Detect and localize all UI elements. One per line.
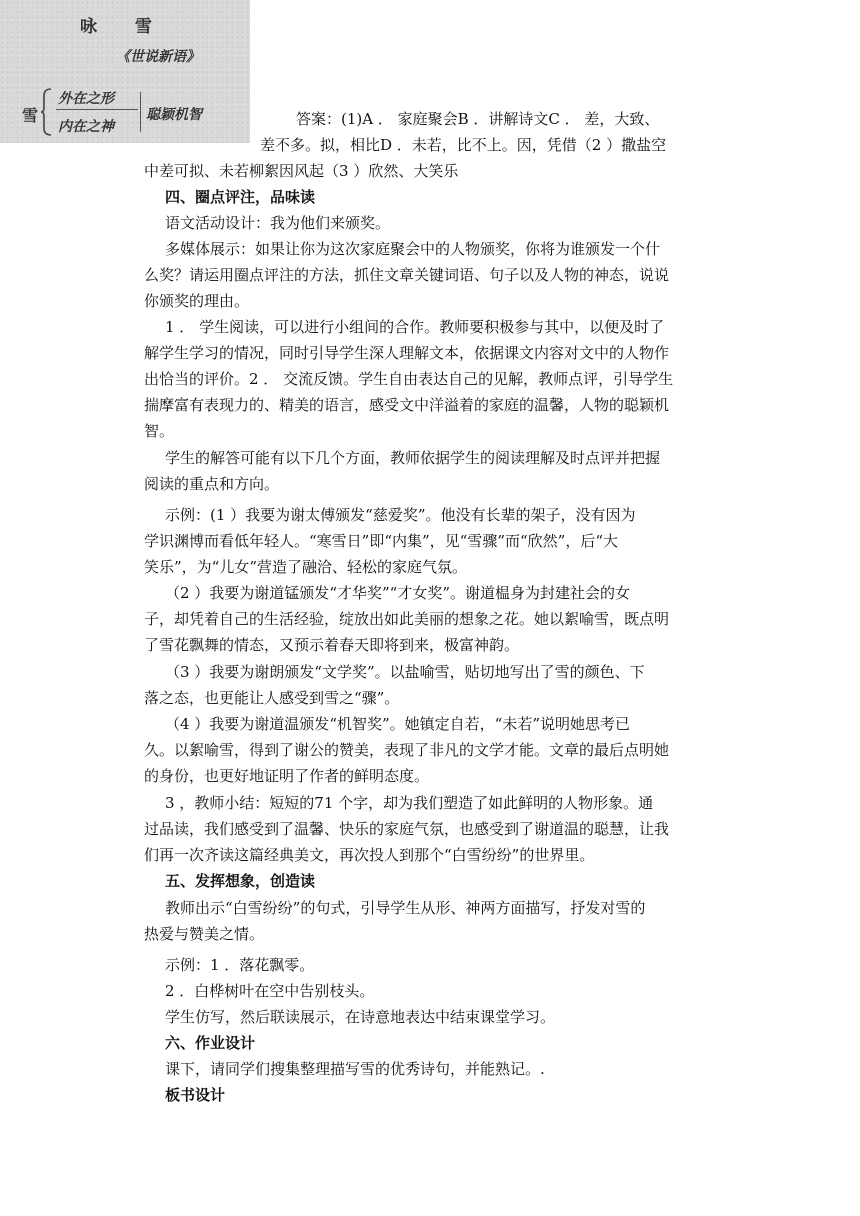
answer-line-1: 答案：(1)A ． 家庭聚会B ．讲解诗文C ． 差，大致、: [296, 110, 660, 128]
board-wisdom: 聪颖机智: [146, 107, 202, 123]
paragraph-line: 3 ，教师小结：短短的71 个字，却为我们塑造了如此鲜明的人物形象。通: [165, 794, 654, 812]
paragraph-line: 解学生学习的情况，同时引导学生深人理解文本，依据课文内容对文中的人物作: [144, 344, 670, 362]
paragraph-line: 落之态，也更能让人感受到雪之“骤”。: [144, 689, 400, 707]
board-inner-spirit: 内在之神: [58, 119, 114, 135]
board-outer-form: 外在之形: [58, 91, 114, 107]
paragraph-line: 语文活动设计：我为他们来颁奖。: [165, 214, 391, 232]
paragraph-line: 智。: [144, 422, 175, 440]
paragraph-line: 揣摩富有表现力的、精美的语言，感受文中洋溢着的家庭的温馨，人物的聪颖机: [144, 396, 670, 414]
brace-icon: [40, 88, 52, 136]
paragraph-line: 学识渊博而看低年轻人。“寒雪日”即“内集”，见“雪骤”而“欣然”，后“大: [144, 532, 619, 550]
paragraph-line: （3 ）我要为谢朗颁发“文学奖”。以盐喻雪，贴切地写出了雪的颜色、下: [165, 663, 645, 681]
paragraph-line: （4 ）我要为谢道温颁发“机智奖”。她镇定自若，“未若”说明她思考已: [165, 715, 630, 733]
board-title: 咏 雪: [80, 17, 168, 37]
board-vertical-divider: [140, 92, 141, 132]
paragraph-line: 么奖？请运用圈点评注的方法，抓住文章关键词语、句子以及人物的神态，说说: [144, 266, 670, 284]
section-heading-5: 五、发挥想象，创造读: [165, 872, 316, 890]
paragraph-line: 热爱与赞美之情。: [144, 925, 265, 943]
paragraph-line: （2 ）我要为谢道锰颁发“才华奖”“才女奖”。谢道榅身为封建社会的女: [165, 584, 630, 602]
paragraph-line: 学生仿写，然后联读展示，在诗意地表达中结束课堂学习。: [165, 1008, 556, 1026]
paragraph-line: 学生的解答可能有以下几个方面，教师依据学生的阅读理解及时点评并把握: [165, 449, 661, 467]
paragraph-line: 的身份，也更好地证明了作者的鲜明态度。: [144, 767, 430, 785]
paragraph-line: 课下，请同学们搜集整理描写雪的优秀诗句，并能熟记。.: [165, 1060, 545, 1078]
answer-line-3: 中差可拟、未若柳絮因风起（3 ）欣然、大笑乐: [144, 162, 459, 180]
paragraph-line: 教师出示“白雪纷纷”的句式，引导学生从形、神两方面描写，抒发对雪的: [165, 899, 646, 917]
paragraph-line: 1 ． 学生阅读，可以进行小组间的合作。教师要积极参与其中，以便及时了: [165, 318, 665, 336]
paragraph-line: 2 ．白桦树叶在空中告别枝头。: [165, 982, 375, 1000]
paragraph-line: 笑乐”，为“儿女”营造了融洽、轻松的家庭气氛。: [144, 558, 468, 576]
paragraph-line: 子，却凭着自己的生活经验，绽放出如此美丽的想象之花。她以絮喻雪，既点明: [144, 610, 670, 628]
board-source: 《世说新语》: [116, 49, 200, 65]
answer-line-2: 差不多。拟，相比D ．未若，比不上。因，凭借（2 ）撒盐空: [260, 136, 667, 154]
paragraph-line: 过品读，我们感受到了温馨、快乐的家庭气氛，也感受到了谢道温的聪慧，让我: [144, 820, 670, 838]
paragraph-line: 们再一次齐读这篇经典美文，再次投人到那个“白雪纷纷”的世界里。: [144, 846, 595, 864]
paragraph-line: 多媒体展示：如果让你为这次家庭聚会中的人物颁奖，你将为谁颁发一个什: [165, 240, 661, 258]
paragraph-line: 出恰当的评价。2 ． 交流反馈。学生自由表达自己的见解，教师点评，引导学生: [144, 370, 674, 388]
paragraph-line: 示例：1 ．落花飘零。: [165, 956, 315, 974]
section-heading-4: 四、圈点评注，品味读: [165, 188, 316, 206]
board-divider: [56, 109, 138, 110]
board-snow-label: 雪: [22, 106, 39, 125]
paragraph-line: 你颁奖的理由。: [144, 292, 250, 310]
paragraph-line: 久。以絮喻雪，得到了谢公的赞美，表现了非凡的文学才能。文章的最后点明她: [144, 741, 670, 759]
paragraph-line: 了雪花飘舞的情态，又预示着春天即将到来，极富神韵。: [144, 636, 520, 654]
blackboard-design-image: [0, 0, 250, 143]
section-heading-6: 六、作业设计: [165, 1034, 256, 1052]
paragraph-line: 阅读的重点和方向。: [144, 475, 280, 493]
paragraph-line: 示例：(1 ）我要为谢太傅颁发“慈爱奖”。他没有长辈的架子，没有因为: [165, 506, 636, 524]
section-heading-board: 板书设计: [165, 1086, 226, 1104]
